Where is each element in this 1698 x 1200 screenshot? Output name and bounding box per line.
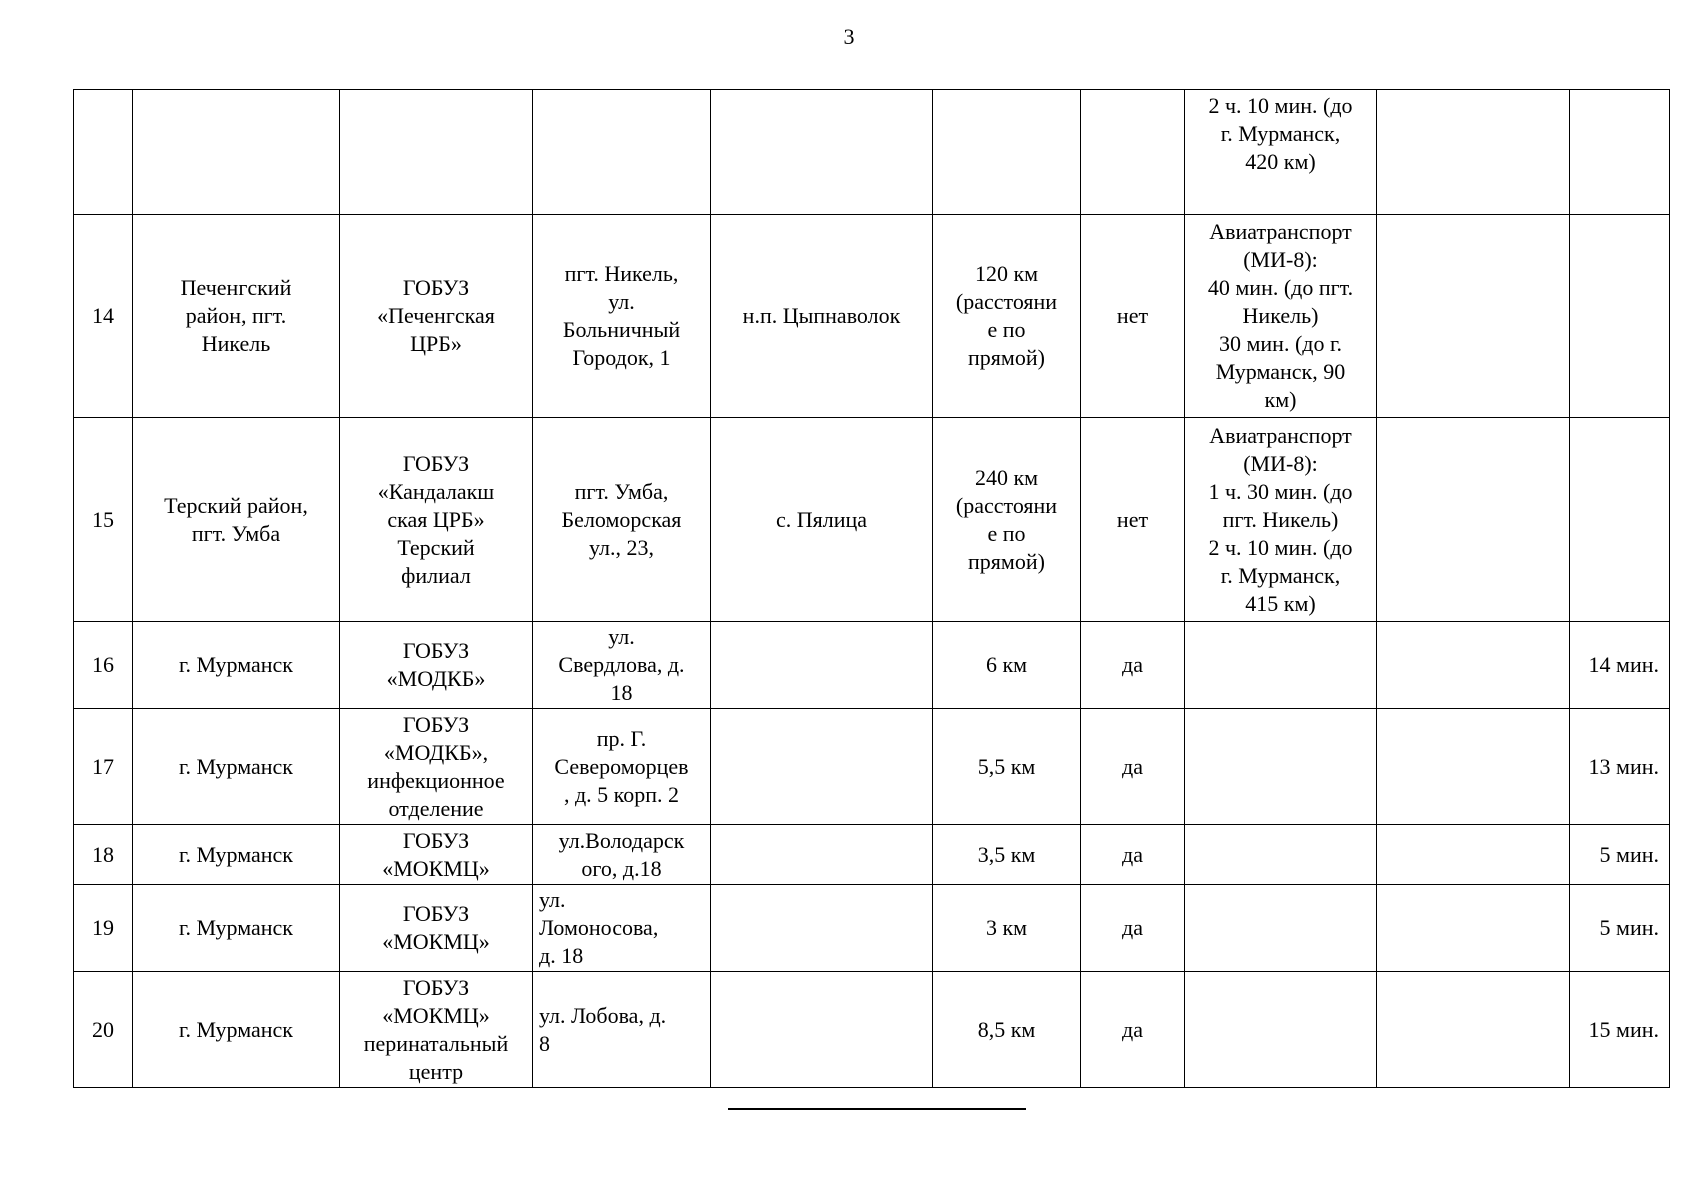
cell-transport [1185,885,1377,972]
cell-distance: 6 км [933,622,1081,709]
cell-district: Терский район, пгт. Умба [133,418,340,622]
cell-institution: ГОБУЗ «МОКМЦ» [340,885,533,972]
cell-transport [1185,709,1377,825]
cell-settlement [711,90,933,215]
cell-empty [1377,709,1570,825]
cell-distance: 5,5 км [933,709,1081,825]
cell-institution: ГОБУЗ «МОДКБ» [340,622,533,709]
cell-address: ул. Ломоносова, д. 18 [533,885,711,972]
cell-road [1081,90,1185,215]
cell-distance: 120 км (расстояни е по прямой) [933,215,1081,418]
cell-institution [340,90,533,215]
cell-transport: Авиатранспорт (МИ-8): 40 мин. (до пгт. Никель) 30 мин. (до г. Мурманск, 90 км) [1185,215,1377,418]
cell-transport [1185,825,1377,885]
cell-number: 19 [74,885,133,972]
cell-time: 5 мин. [1570,885,1670,972]
cell-address: пгт. Умба, Беломорская ул., 23, [533,418,711,622]
cell-settlement [711,972,933,1088]
cell-transport: 2 ч. 10 мин. (до г. Мурманск, 420 км) [1185,90,1377,215]
cell-address: пгт. Никель, ул. Больничный Городок, 1 [533,215,711,418]
cell-empty [1377,972,1570,1088]
cell-road: да [1081,885,1185,972]
cell-district: г. Мурманск [133,972,340,1088]
cell-time [1570,418,1670,622]
cell-settlement [711,825,933,885]
cell-district: г. Мурманск [133,709,340,825]
table-row [74,709,1670,825]
cell-number: 16 [74,622,133,709]
cell-distance: 3,5 км [933,825,1081,885]
cell-settlement [711,709,933,825]
cell-distance: 3 км [933,885,1081,972]
cell-time: 13 мин. [1570,709,1670,825]
cell-distance [933,90,1081,215]
cell-institution: ГОБУЗ «МОКМЦ» [340,825,533,885]
table-row [74,825,1670,885]
cell-settlement [711,885,933,972]
cell-district: г. Мурманск [133,825,340,885]
cell-address: ул.Володарск ого, д.18 [533,825,711,885]
cell-empty [1377,418,1570,622]
cell-road: да [1081,825,1185,885]
cell-distance: 240 км (расстояни е по прямой) [933,418,1081,622]
table-row [74,622,1670,709]
cell-transport: Авиатранспорт (МИ-8): 1 ч. 30 мин. (до пгт. Никель) 2 ч. 10 мин. (до г. Мурманск, 415 км) [1185,418,1377,622]
cell-number [74,90,133,215]
cell-road: нет [1081,418,1185,622]
cell-institution: ГОБУЗ «МОДКБ», инфекционное отделение [340,709,533,825]
cell-time: 14 мин. [1570,622,1670,709]
cell-district [133,90,340,215]
cell-address: ул. Лобова, д. 8 [533,972,711,1088]
cell-address [533,90,711,215]
cell-distance: 8,5 км [933,972,1081,1088]
hospitals-table [73,89,1670,1088]
cell-district: г. Мурманск [133,885,340,972]
cell-empty [1377,885,1570,972]
cell-empty [1377,215,1570,418]
cell-institution: ГОБУЗ «Кандалакш ская ЦРБ» Терский филиал [340,418,533,622]
table-row [74,215,1670,418]
cell-settlement: н.п. Цыпнаволок [711,215,933,418]
cell-district: г. Мурманск [133,622,340,709]
cell-road: да [1081,622,1185,709]
cell-time: 5 мин. [1570,825,1670,885]
cell-number: 17 [74,709,133,825]
cell-institution: ГОБУЗ «МОКМЦ» перинатальный центр [340,972,533,1088]
page-number: 3 [843,24,855,49]
table-row [74,885,1670,972]
cell-time [1570,90,1670,215]
cell-number: 15 [74,418,133,622]
cell-time: 15 мин. [1570,972,1670,1088]
cell-time [1570,215,1670,418]
cell-road: да [1081,709,1185,825]
cell-number: 20 [74,972,133,1088]
cell-transport [1185,622,1377,709]
cell-road: нет [1081,215,1185,418]
table-row [74,418,1670,622]
cell-empty [1377,90,1570,215]
cell-institution: ГОБУЗ «Печенгская ЦРБ» [340,215,533,418]
cell-settlement: с. Пялица [711,418,933,622]
cell-address: ул. Свердлова, д. 18 [533,622,711,709]
cell-address: пр. Г. Североморцев , д. 5 корп. 2 [533,709,711,825]
cell-number: 18 [74,825,133,885]
table-row [74,972,1670,1088]
footer-divider [728,1108,1026,1110]
cell-settlement [711,622,933,709]
table-row [74,90,1670,215]
cell-empty [1377,825,1570,885]
cell-road: да [1081,972,1185,1088]
cell-empty [1377,622,1570,709]
cell-district: Печенгский район, пгт. Никель [133,215,340,418]
cell-number: 14 [74,215,133,418]
cell-transport [1185,972,1377,1088]
